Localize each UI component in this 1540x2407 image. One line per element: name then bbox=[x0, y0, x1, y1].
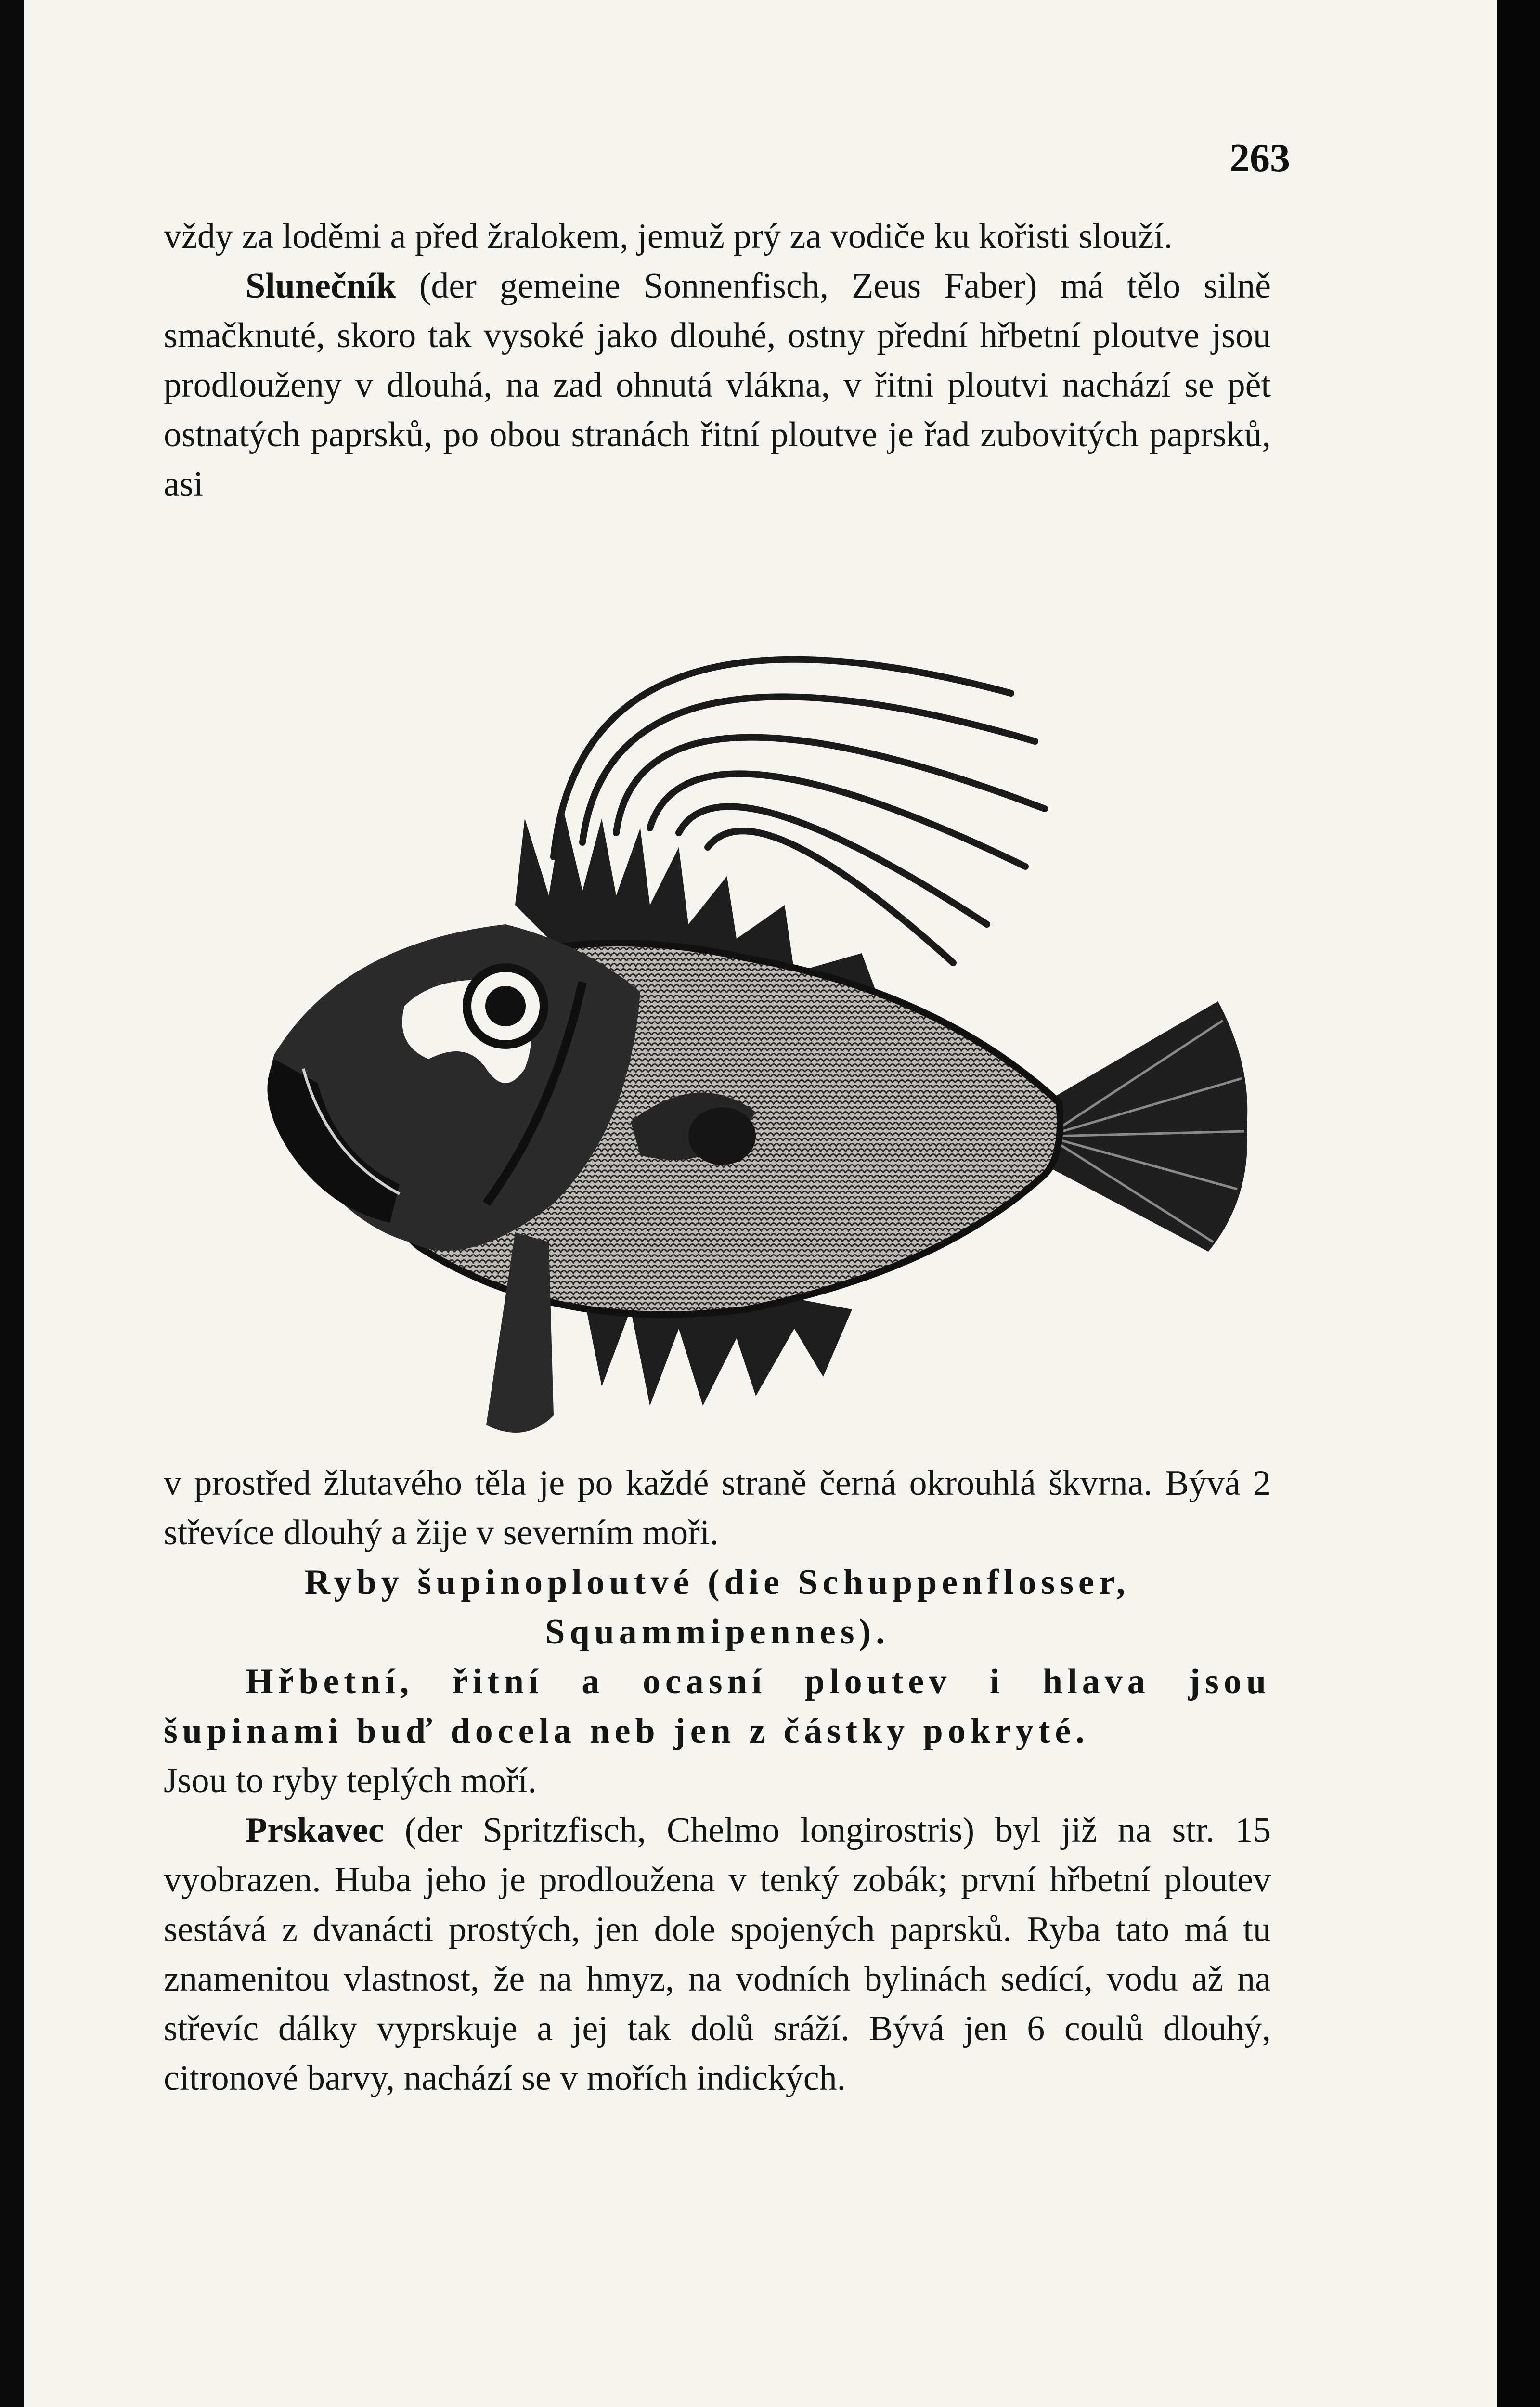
paragraph-spot: v prostřed žlutavého těla je po každé straně černá okrouhlá škvrna. Bývá 2 střevíce dlouhý a žije v severním moři. bbox=[164, 1463, 1271, 1553]
scan-edge bbox=[1497, 0, 1540, 2407]
page-number: 263 bbox=[1229, 136, 1290, 181]
term-slunecnik: Slunečník bbox=[246, 266, 396, 306]
fish-illustration bbox=[217, 558, 1285, 1459]
paragraph-continuation: vždy za loděmi a před žralokem, jemuž prý za vodiče ku kořisti slouží. bbox=[164, 217, 1173, 256]
text-block-top bbox=[164, 212, 1271, 509]
text-block-bottom bbox=[164, 1459, 1271, 2103]
john-dory-fish-engraving-icon bbox=[217, 558, 1285, 1459]
paragraph-prskavec bbox=[164, 1806, 1271, 2103]
paragraph-fins: Hřbetní, řitní a ocasní ploutev i hlava jsou šupinami buď docela neb jen z částky pokryté. bbox=[164, 1662, 1271, 1751]
paragraph-warm-seas: Jsou to ryby teplých moří. bbox=[164, 1761, 537, 1800]
term-prskavec: Prskavec bbox=[246, 1811, 384, 1850]
section-heading: Ryby šupinoploutvé (die Schuppenflosser, Squammipennes). bbox=[304, 1563, 1130, 1652]
paragraph-slunecnik-text: (der gemeine Sonnenfisch, Zeus Faber) má tělo silně smačknuté, skoro tak vysoké jako dlouhé, ostny přední hřbetní ploutve jsou prodlouženy v dlouhá, na zad ohnutá vlákna, v řitni ploutvi nachází se pět ostnatých paprsků, po obou stranách řitní ploutve je řad zubovitých paprsků, asi bbox=[164, 266, 1271, 504]
paragraph-prskavec-text: (der Spritzfisch, Chelmo longirostris) byl již na str. 15 vyobrazen. Huba jeho je prodloužena v tenký zobák; první hřbetní ploutev sestává z dvanácti prostých, jen dole spojených paprsků. Ryba tato má tu znamenitou vlastnost, že na hmyz, na vodních bylinách sedící, vodu až na střevíc dálky vyprskuje a jej tak dolů sráží. Bývá jen 6 coulů dlouhý, citronové barvy, nachází se v mořích indických. bbox=[164, 1811, 1271, 2098]
paragraph-slunecnik bbox=[164, 261, 1271, 509]
